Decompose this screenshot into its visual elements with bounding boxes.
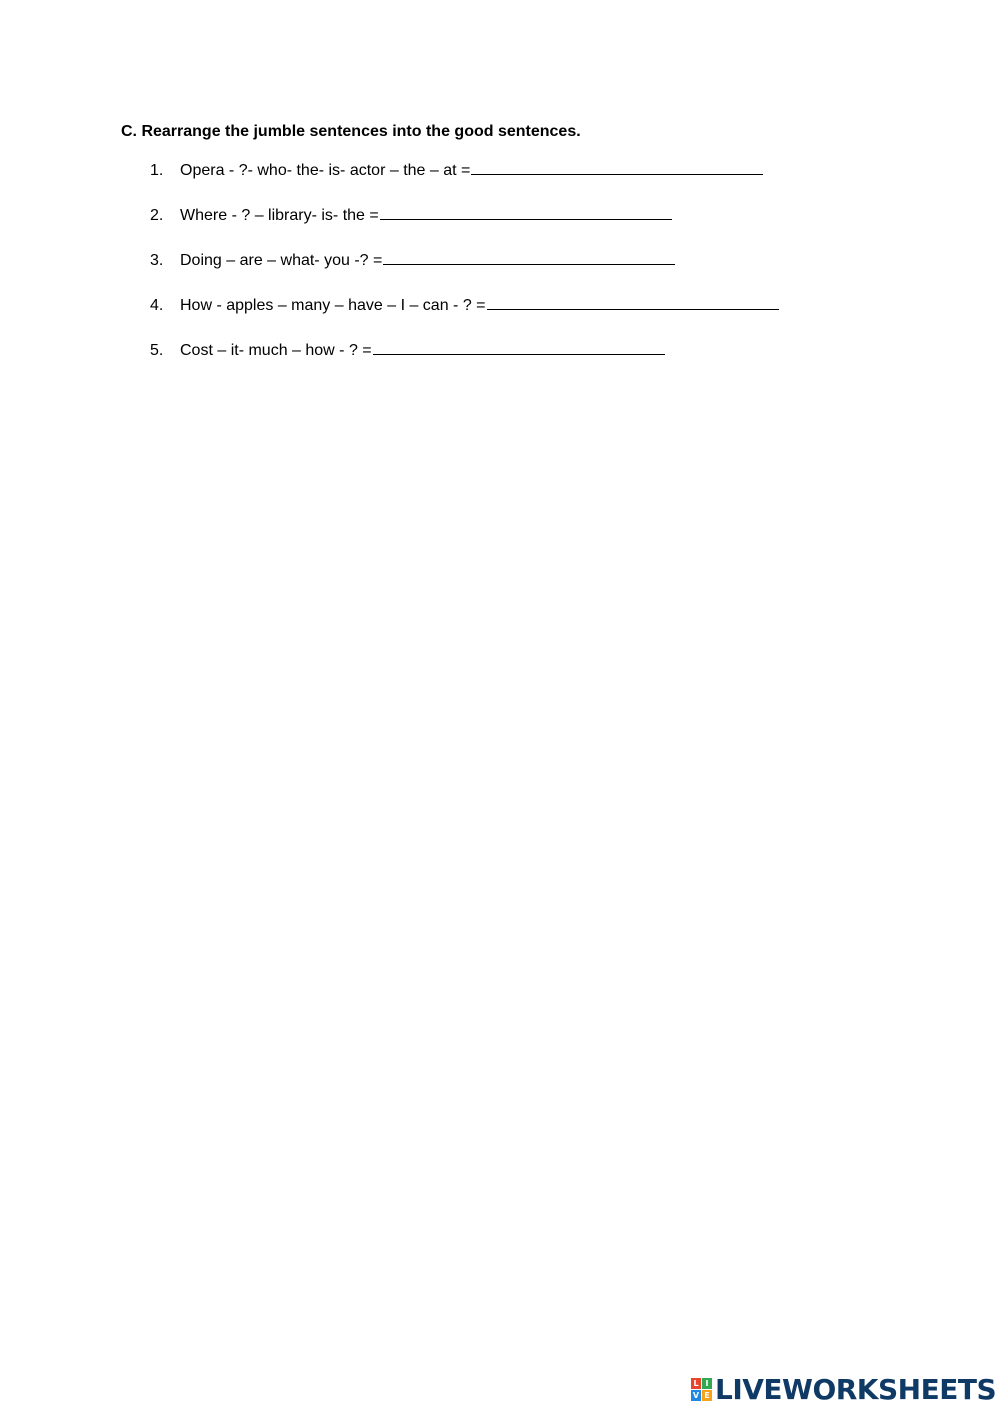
question-item-3: [150, 249, 675, 272]
question-item-2: [150, 204, 672, 227]
question-text: Where - ? – library- is- the =: [180, 207, 379, 224]
question-text: Doing – are – what- you -? =: [180, 252, 383, 269]
question-item-1: [150, 159, 763, 182]
logo-mark-l: L: [691, 1378, 701, 1389]
answer-blank[interactable]: [373, 339, 665, 355]
logo-mark-i: I: [702, 1378, 712, 1389]
logo-mark-icon: [691, 1378, 713, 1402]
answer-blank[interactable]: [383, 249, 675, 265]
question-number: 2.: [150, 207, 164, 224]
question-item-4: [150, 294, 779, 317]
logo-text: LIVEWORKSHEETS: [715, 1373, 997, 1406]
section-heading: C. Rearrange the jumble sentences into the good sentences.: [121, 123, 581, 140]
logo-mark-e: E: [702, 1390, 712, 1401]
logo-mark-v: V: [692, 1391, 700, 1400]
question-number: 1.: [150, 162, 164, 179]
answer-blank[interactable]: [487, 294, 779, 310]
question-text: Opera - ?- who- the- is- actor – the – at =: [180, 162, 471, 179]
question-item-5: [150, 339, 665, 362]
answer-blank[interactable]: [471, 159, 763, 175]
question-number: 4.: [150, 297, 164, 314]
question-text: How - apples – many – have – I – can - ? =: [180, 297, 486, 314]
question-number: 5.: [150, 342, 164, 359]
question-text: Cost – it- much – how - ? =: [180, 342, 372, 359]
question-number: 3.: [150, 252, 164, 269]
answer-blank[interactable]: [380, 204, 672, 220]
liveworksheets-logo: [691, 1374, 996, 1406]
